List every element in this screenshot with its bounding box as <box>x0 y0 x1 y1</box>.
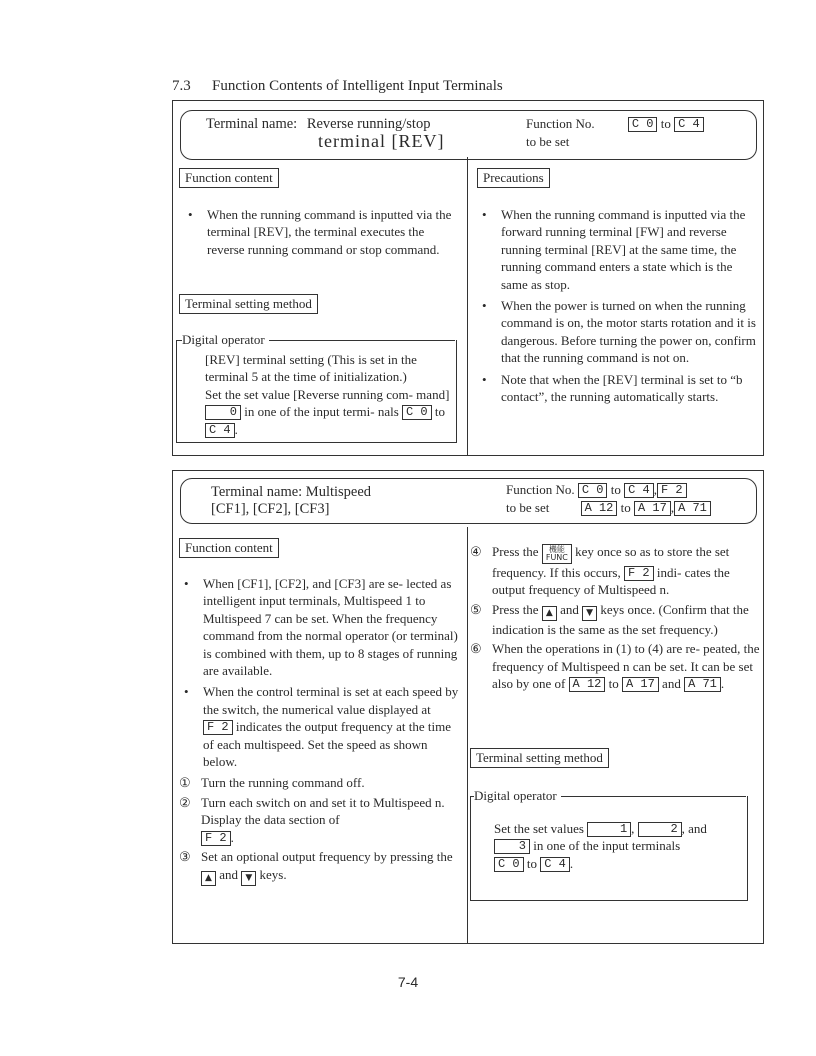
and-label: and <box>219 866 239 882</box>
panel2-terminal-name <box>211 484 371 518</box>
and-label: and <box>560 601 579 617</box>
function-box-a17: A 17 <box>622 677 659 692</box>
function-box-a12: A 12 <box>569 677 606 692</box>
step-3 <box>179 848 463 885</box>
and-label: and <box>662 676 681 692</box>
precautions-label: Precautions <box>477 168 550 188</box>
func-key-bottom: FUNC <box>545 553 568 562</box>
panel-divider <box>467 157 468 455</box>
terminal-name-label: Terminal name: <box>206 116 298 132</box>
step-marker: ⑥ <box>470 641 482 657</box>
function-box-c0: C 0 <box>578 483 608 498</box>
precaution-item: • When the running command is inputted via the forward running terminal [FW] and reverse running terminal [REV] at the same time, the running command enters a state which is the same as stop. <box>477 206 761 293</box>
page-number: 7-4 <box>397 974 419 990</box>
to-label: to <box>608 676 619 692</box>
terminal-name-value: Reverse running/stop <box>306 116 431 132</box>
step-marker: ③ <box>179 849 191 865</box>
setting-text: Set the set values <box>494 821 584 836</box>
function-box-c4: C 4 <box>624 483 654 498</box>
value-box: 0 <box>205 405 241 420</box>
setting-line: [REV] terminal setting (This is set in the terminal 5 at the time of initialization.) <box>205 352 417 385</box>
up-arrow-key-icon: ▲ <box>542 606 557 621</box>
step-text: key once so as to store the set frequency. If this occurs, <box>492 544 730 580</box>
panel-divider <box>467 527 468 943</box>
step-6: ⑥ When the operations in (1) to (4) are re- peated, the frequency of Multispeed n can be set. It can be set also by one of A 12 to A 17 and A 71 . <box>470 641 760 692</box>
to-label: to <box>660 116 671 131</box>
step-4 <box>470 543 760 599</box>
step-1 <box>179 774 463 791</box>
function-content-label: Function content <box>179 168 279 188</box>
function-no-label: Function No. <box>526 116 595 131</box>
step-5 <box>470 601 760 638</box>
value-box: 2 <box>638 822 682 837</box>
panel1-function-no <box>526 115 704 151</box>
function-box-c0: C 0 <box>402 405 432 420</box>
function-box-c4: C 4 <box>205 423 235 438</box>
func-key-top: 機能 <box>548 545 565 554</box>
step-marker: ④ <box>470 544 482 559</box>
step-text: Set an optional output frequency by pressing the <box>201 849 453 865</box>
function-box-c4: C 4 <box>674 117 704 132</box>
bullet-text: indicates the output frequency at the time of each multispeed. Set the speed as shown below. <box>203 719 452 770</box>
down-arrow-key-icon: ▼ <box>582 606 597 621</box>
function-no-label: Function No. <box>506 482 575 497</box>
function-box-c0: C 0 <box>628 117 658 132</box>
function-box-f2: F 2 <box>624 566 654 581</box>
terminal-setting-label: Terminal setting method <box>470 748 609 768</box>
step-text: When the operations in (1) to (4) are re- peated, the frequency of Multispeed n can be set. It can be set also by one of <box>492 641 760 692</box>
panel1-function-content <box>183 206 463 262</box>
function-box-c4: C 4 <box>540 857 570 872</box>
panel2-steps-right <box>470 543 760 694</box>
step-text: Press the <box>492 544 539 559</box>
digital-operator-caption: Digital operator <box>182 332 269 348</box>
panel2-setting-text: Set the set values 1 , 2 , and 3 in one of the input terminals C 0 to C 4 . <box>494 821 707 871</box>
function-content-label: Function content <box>179 538 279 558</box>
step-marker: ② <box>179 794 191 810</box>
step-text: indi- cates the output frequency of Multispeed n. <box>492 565 730 598</box>
to-be-set-label: to be set <box>506 500 550 515</box>
function-box-f2: F 2 <box>657 483 687 498</box>
func-key-icon <box>542 544 572 564</box>
step-text: Turn the running command off. <box>201 775 365 791</box>
down-arrow-key-icon: ▼ <box>241 871 256 886</box>
step-marker: ① <box>179 775 191 791</box>
function-box-a12: A 12 <box>581 501 618 516</box>
precaution-item: • When the power is turned on when the running command is on, the motor starts rotation and it is dangerous. Before turning the power on, confirm that the running command is not on. <box>477 297 761 367</box>
function-box-a71: A 71 <box>674 501 711 516</box>
value-box: 1 <box>587 822 631 837</box>
panel1-setting-text: [REV] terminal setting (This is set in the terminal 5 at the time of initialization.) Set the set value [Reverse running com- mand] 0 in one of the input termi- nals C 0 to C 4 . <box>205 351 455 438</box>
to-label: to <box>610 482 621 497</box>
terminal-name-value: [CF1], [CF2], [CF3] <box>211 501 330 517</box>
to-label: to <box>434 404 446 420</box>
function-box-f2: F 2 <box>201 831 231 846</box>
to-label: to <box>620 500 631 515</box>
value-box: 3 <box>494 839 530 854</box>
section-number: 7.3 <box>172 78 191 94</box>
step-2: ② Turn each switch on and set it to Multispeed n. Display the data section of F 2 . <box>179 794 445 845</box>
panel1-terminal-big: terminal [REV] <box>318 131 445 151</box>
step-text: Turn each switch on and set it to Multispeed n. Display the data section of <box>201 794 445 828</box>
setting-text: in one of the input terminals <box>533 838 681 854</box>
function-box-a71: A 71 <box>684 677 721 692</box>
digital-operator-caption: Digital operator <box>474 788 561 804</box>
setting-line: in one of the input termi- nals <box>244 404 399 420</box>
terminal-setting-label: Terminal setting method <box>179 294 318 314</box>
up-arrow-key-icon: ▲ <box>201 871 216 886</box>
function-box-f2: F 2 <box>203 720 233 735</box>
step-text: Press the <box>492 601 539 617</box>
bullet-item <box>179 683 463 770</box>
precaution-item: • Note that when the [REV] terminal is set to “b contact”, the running automatically starts. <box>477 371 761 406</box>
step-text: keys once. (Confirm that the indication is the same as the set frequency.) <box>492 601 749 637</box>
bullet-text: When the control terminal is set at each speed by the switch, the numerical value displayed at <box>203 684 459 717</box>
to-label: to <box>526 855 537 871</box>
step-text: keys. <box>259 866 287 882</box>
function-box-a17: A 17 <box>634 501 671 516</box>
precautions-list <box>477 206 761 409</box>
setting-line: Set the set value [Reverse running com- mand] <box>205 386 450 402</box>
step-marker: ⑤ <box>470 601 482 617</box>
section-title-text: Function Contents of Intelligent Input Terminals <box>212 78 503 94</box>
bullet-item: • When [CF1], [CF2], and [CF3] are se- lected as intelligent input terminals, Multispeed 1 to Multispeed 7 can be set. When the frequency command from the normal operator (or terminal) is combined with them, up to 8 stages of running are available. <box>179 575 463 679</box>
function-box-c0: C 0 <box>494 857 524 872</box>
and-label: and <box>688 821 707 836</box>
terminal-name-label: Terminal name: Multispeed <box>211 484 372 500</box>
section-title <box>172 78 503 95</box>
bullet-item: • When the running command is inputted via the terminal [REV], the terminal executes the reverse running command or stop command. <box>183 206 463 258</box>
panel2-function-no: Function No. C 0 to C 4 , F 2 to be set A 12 to A 17 , A 71 <box>506 481 711 517</box>
panel2-function-content <box>179 575 463 888</box>
to-be-set-label: to be set <box>526 134 570 149</box>
